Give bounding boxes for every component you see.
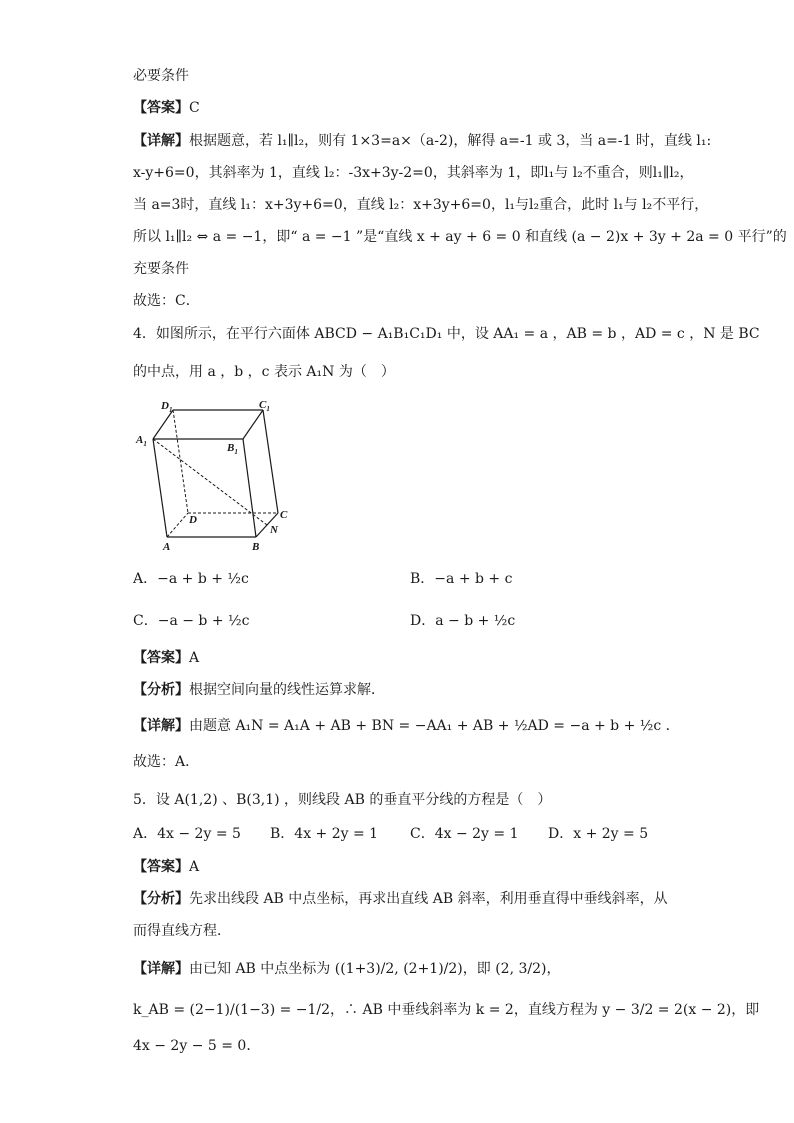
q4-detail [133, 716, 680, 736]
q3-detail-line-4: 所以 l₁∥l₂ ⇔ a = −1，即“ a = −1 ”是“直线 x + ay + 6 = 0 和直线 (a − 2)x + 3y + 2a = 0 平行”的 [133, 229, 787, 245]
detail-tag: 【详解】 [133, 961, 189, 977]
option-label: C． [133, 613, 158, 629]
q3-detail-line-3: 当 a=3时，直线 l₁：x+3y+6=0，直线 l₂：x+3y+6=0，l₁与l₂重合，此时 l₁与 l₂不平行， [133, 197, 709, 213]
option-label: A． [133, 826, 158, 842]
option-label: D． [548, 826, 574, 842]
q5-detail-line-3: 4x − 2y − 5 = 0． [133, 1038, 261, 1054]
q5-stem: 5．设 A(1,2) 、B(3,1) ，则线段 AB 的垂直平分线的方程是（ ） [133, 792, 552, 808]
q5-option-d[interactable] [548, 824, 648, 844]
label-B: B [252, 541, 260, 553]
q3-answer [133, 98, 200, 118]
q5-option-b[interactable] [270, 824, 378, 844]
option-label: A． [133, 571, 158, 587]
option-label: D． [410, 613, 436, 629]
q4-answer [133, 648, 199, 668]
option-label: C． [410, 826, 435, 842]
q4-conclusion: 故选：A． [133, 754, 200, 770]
option-label: B． [270, 826, 295, 842]
answer-tag: 【答案】 [133, 650, 189, 666]
label-A: A [163, 541, 171, 553]
q5-option-a[interactable] [133, 824, 241, 844]
q5-option-c[interactable] [410, 824, 519, 844]
parallelepiped-figure [133, 398, 303, 556]
q3-detail-text-1: 根据题意，若 l₁∥l₂，则有 1×3=a×（a-2)，解得 a=-1 或 3，当 a=-1 时，直线 l₁: [189, 133, 712, 149]
option-expr: a − b + ½c [435, 613, 516, 629]
answer-value: C [189, 100, 200, 116]
option-expr: −a + b + ½c [157, 571, 249, 587]
q3-conclusion: 故选：C． [133, 293, 200, 309]
analysis-tag: 【分析】 [133, 682, 189, 698]
q4-option-c[interactable] [133, 611, 249, 631]
q5-detail-line-1 [133, 959, 560, 979]
analysis-text: 根据空间向量的线性运算求解． [189, 682, 385, 698]
analysis-tag: 【分析】 [133, 891, 189, 907]
label-D1: $D_1$ [161, 400, 173, 414]
option-expr: 4x − 2y = 5 [157, 826, 241, 842]
detail-text-1: 由已知 AB 中点坐标为 ((1+3)/2, (2+1)/2)，即 (2, 3/2)， [189, 961, 561, 977]
q5-analysis-line-1 [133, 889, 668, 909]
q5-analysis-line-2: 而得直线方程． [133, 923, 231, 939]
answer-value: A [189, 859, 200, 875]
option-expr: x + 2y = 5 [573, 826, 649, 842]
analysis-text-1: 先求出线段 AB 中点坐标，再求出直线 AB 斜率，利用垂直得中垂线斜率，从 [189, 891, 668, 907]
label-A1: $A_1$ [136, 434, 147, 448]
option-expr: 4x + 2y = 1 [294, 826, 379, 842]
label-C: C [280, 509, 288, 521]
q3-detail-line-5: 充要条件 [133, 261, 189, 277]
label-C1: $C_1$ [259, 399, 270, 413]
option-expr: 4x − 2y = 1 [434, 826, 519, 842]
label-D: D [189, 514, 197, 526]
q4-option-b[interactable] [410, 569, 512, 589]
q4-stem-line-1: 4．如图所示，在平行六面体 ABCD − A₁B₁C₁D₁ 中，设 AA₁ = a ，AB = b ，AD = c ，N 是 BC [133, 326, 760, 342]
continued-text: 必要条件 [133, 68, 189, 84]
answer-tag: 【答案】 [133, 859, 189, 875]
label-B1: $B_1$ [227, 442, 238, 456]
q3-detail-line-1 [133, 131, 711, 151]
option-label: B． [410, 571, 435, 587]
detail-text: 由题意 A₁N = A₁A + AB + BN = −AA₁ + AB + ½AD = −a + b + ½c ． [189, 718, 680, 734]
q3-detail-line-2: x-y+6=0，其斜率为 1，直线 l₂：-3x+3y-2=0，其斜率为 1，即l₁与 l₂不重合，则l₁∥l₂， [133, 165, 694, 181]
option-expr: −a − b + ½c [157, 613, 250, 629]
q4-option-a[interactable] [133, 569, 249, 589]
q5-answer [133, 857, 199, 877]
label-N: N [270, 524, 278, 536]
answer-value: A [189, 650, 200, 666]
q4-stem-line-2: 的中点，用 a ，b ，c 表示 A₁N 为（ ） [133, 364, 395, 380]
detail-tag: 【详解】 [133, 718, 189, 734]
detail-tag: 【详解】 [133, 133, 189, 149]
option-expr: −a + b + c [434, 571, 513, 587]
q4-analysis [133, 680, 385, 700]
q5-detail-line-2: k_AB = (2−1)/(1−3) = −1/2，∴ AB 中垂线斜率为 k = 2，直线方程为 y − 3/2 = 2(x − 2)，即 [133, 1002, 760, 1018]
answer-tag: 【答案】 [133, 100, 189, 116]
q4-option-d[interactable] [410, 611, 515, 631]
